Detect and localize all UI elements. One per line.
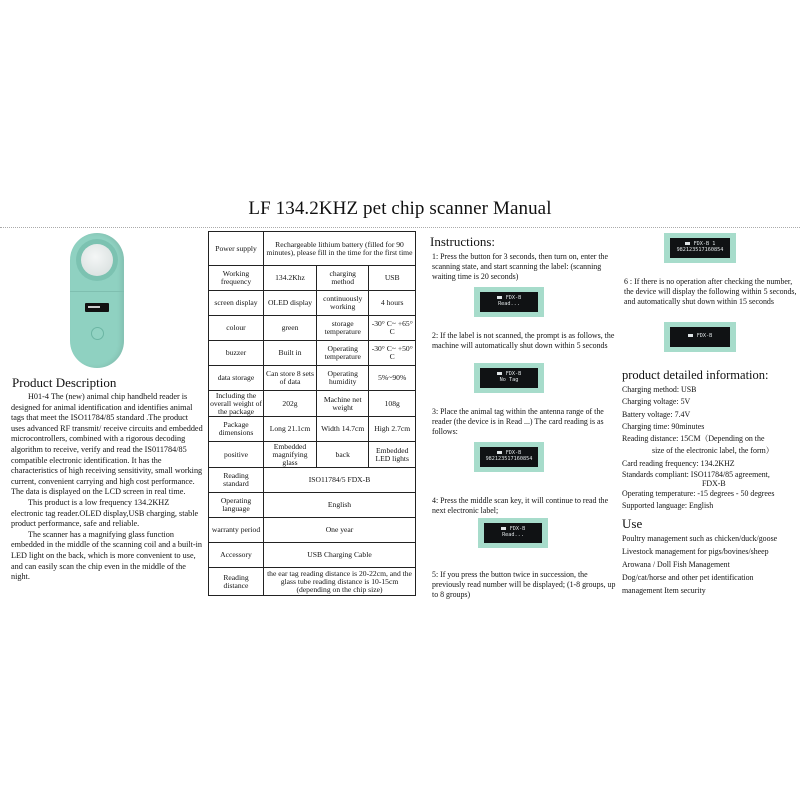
table-row: Power supply Rechargeable lithium battery (filled for 90 minutes), please fill in the time for the first time (209, 232, 416, 266)
oled-screen-read: FDX-B Read... (474, 287, 544, 317)
product-description-text (11, 392, 203, 583)
table-row: Working frequency 134.2Khz charging method USB (209, 266, 416, 291)
oled-screen-no-tag: FDX-B No Tag (474, 363, 544, 393)
desc-paragraph: H01-4 The (new) animal chip handheld reader is designed for animal identification and identifies animal tags that meet the ISO11784/85 standard .The product uses advanced RF transmit/ receive circuits and embedded microcontrollers, combined with a rigorous decoding algorithm to receive, verify and read the IS011784/85 compatible electronic identification. It has the characteristics of high receiving sensitivity, small working current, convenient carrying and high cost performance. The data is displayed on the LCD screen in real time. (11, 392, 203, 497)
use-item: Arowana / Doll Fish Management (622, 560, 730, 569)
table-row: screen display OLED display continuously working 4 hours (209, 291, 416, 316)
instruction-step-3: 3: Place the animal tag within the antenna range of the reader (the device is in Read ...) The card reading is as follows: (432, 407, 604, 436)
table-row: Reading distance the ear tag reading distance is 20-22cm, and the glass tube reading distance is 10-15cm (depending on the chip size) (209, 568, 416, 596)
device-scan-button (91, 327, 104, 340)
table-row: Operating language English (209, 493, 416, 518)
scanner-device-image (70, 233, 124, 368)
info-item: FDX-B (702, 479, 726, 489)
table-row: warranty period One year (209, 518, 416, 543)
info-item: Charging time: 90minutes (622, 421, 705, 431)
table-row: Accessory USB Charging Cable (209, 543, 416, 568)
info-item: Charging voltage: 5V (622, 397, 691, 407)
table-row: data storage Can store 8 sets of data Operating humidity 5%~90% (209, 366, 416, 391)
table-row: colour green storage temperature -30° C~ +65° C (209, 316, 416, 341)
oled-screen-tag-read: FDX-B 982123517160854 (474, 442, 544, 472)
info-item: Operating temperature: -15 degrees - 50 degrees (622, 489, 775, 499)
oled-screen-history: FDX-B 1 982123517160854 (664, 233, 736, 263)
detailed-info-list (622, 384, 800, 513)
info-item: size of the electronic label, the form） (652, 446, 774, 456)
spec-table (208, 231, 416, 596)
instruction-step-5: 5: If you press the button twice in succession, the previously read number will be displayed; (1-8 groups, up to 8 groups) (432, 570, 616, 599)
use-item: management Item security (622, 586, 706, 595)
info-item: Card reading frequency: 134.2KHZ (622, 458, 735, 468)
battery-icon (497, 296, 502, 299)
product-description-heading: Product Description (12, 375, 117, 390)
device-oled-screen (85, 303, 109, 312)
info-item: Standards compliant: ISO11784/85 agreement, (622, 470, 770, 480)
battery-icon (497, 451, 502, 454)
desc-paragraph: The scanner has a magnifying glass function embedded in the middle of the scanning coil and a built-in LED light on the back, which is more convenient to use, and can easily scan the chip even in the middle of the night. (11, 529, 202, 582)
battery-icon (497, 372, 502, 375)
info-item: Battery voltage: 7.4V (622, 409, 691, 419)
info-item: Supported language: English (622, 501, 714, 511)
oled-screen-read-next: FDX-B Read... (478, 518, 548, 548)
table-row: positive Embedded magnifying glass back Embedded LED lights (209, 442, 416, 468)
instruction-step-1: 1: Press the button for 3 seconds, then turn on, enter the scanning state, and start scanning the label: (scanning waiting time is 20 seconds) (432, 252, 608, 281)
instruction-step-6: 6 : If there is no operation after checking the number, the device will display the following within 5 seconds, and automatically shut down within 15 seconds (624, 277, 797, 306)
detailed-info-heading: product detailed information: (622, 368, 769, 382)
table-row: Including the overall weight of the package 202g Machine net weight 108g (209, 391, 416, 417)
magnifying-glass-icon (76, 239, 118, 281)
instruction-step-4: 4: Press the middle scan key, it will continue to read the next electronic label; (432, 496, 609, 515)
table-row: Reading standard ISO11784/5 FDX-B (209, 468, 416, 493)
use-heading: Use (622, 516, 643, 531)
battery-icon (685, 242, 690, 245)
use-list (622, 532, 800, 597)
table-row: buzzer Built in Operating temperature -30° C~ +50° C (209, 341, 416, 366)
dotted-divider (0, 227, 800, 228)
battery-icon (688, 334, 693, 337)
table-row: Package dimensions Long 21.1cm Width 14.7cm High 2.7cm (209, 417, 416, 442)
use-item: Dog/cat/horse and other pet identification (622, 573, 754, 582)
battery-icon (501, 527, 506, 530)
info-item: Charging method: USB (622, 385, 697, 394)
instructions-heading: Instructions: (430, 234, 495, 249)
use-item: Livestock management for pigs/bovines/sheep (622, 547, 769, 556)
desc-paragraph: This product is a low frequency 134.2KHZ electronic tag reader.OLED display,USB charging, stable product performance, safe and reliable. (11, 497, 199, 529)
page-title: LF 134.2KHZ pet chip scanner Manual (248, 198, 552, 219)
instruction-step-2: 2: If the label is not scanned, the prompt is as follows, the machine will automatically shut down within 5 seconds (432, 331, 615, 350)
info-item: Reading distance: 15CM（Depending on the (622, 434, 765, 444)
oled-screen-idle: FDX-B (664, 322, 736, 352)
use-item: Poultry management such as chicken/duck/goose (622, 534, 778, 543)
